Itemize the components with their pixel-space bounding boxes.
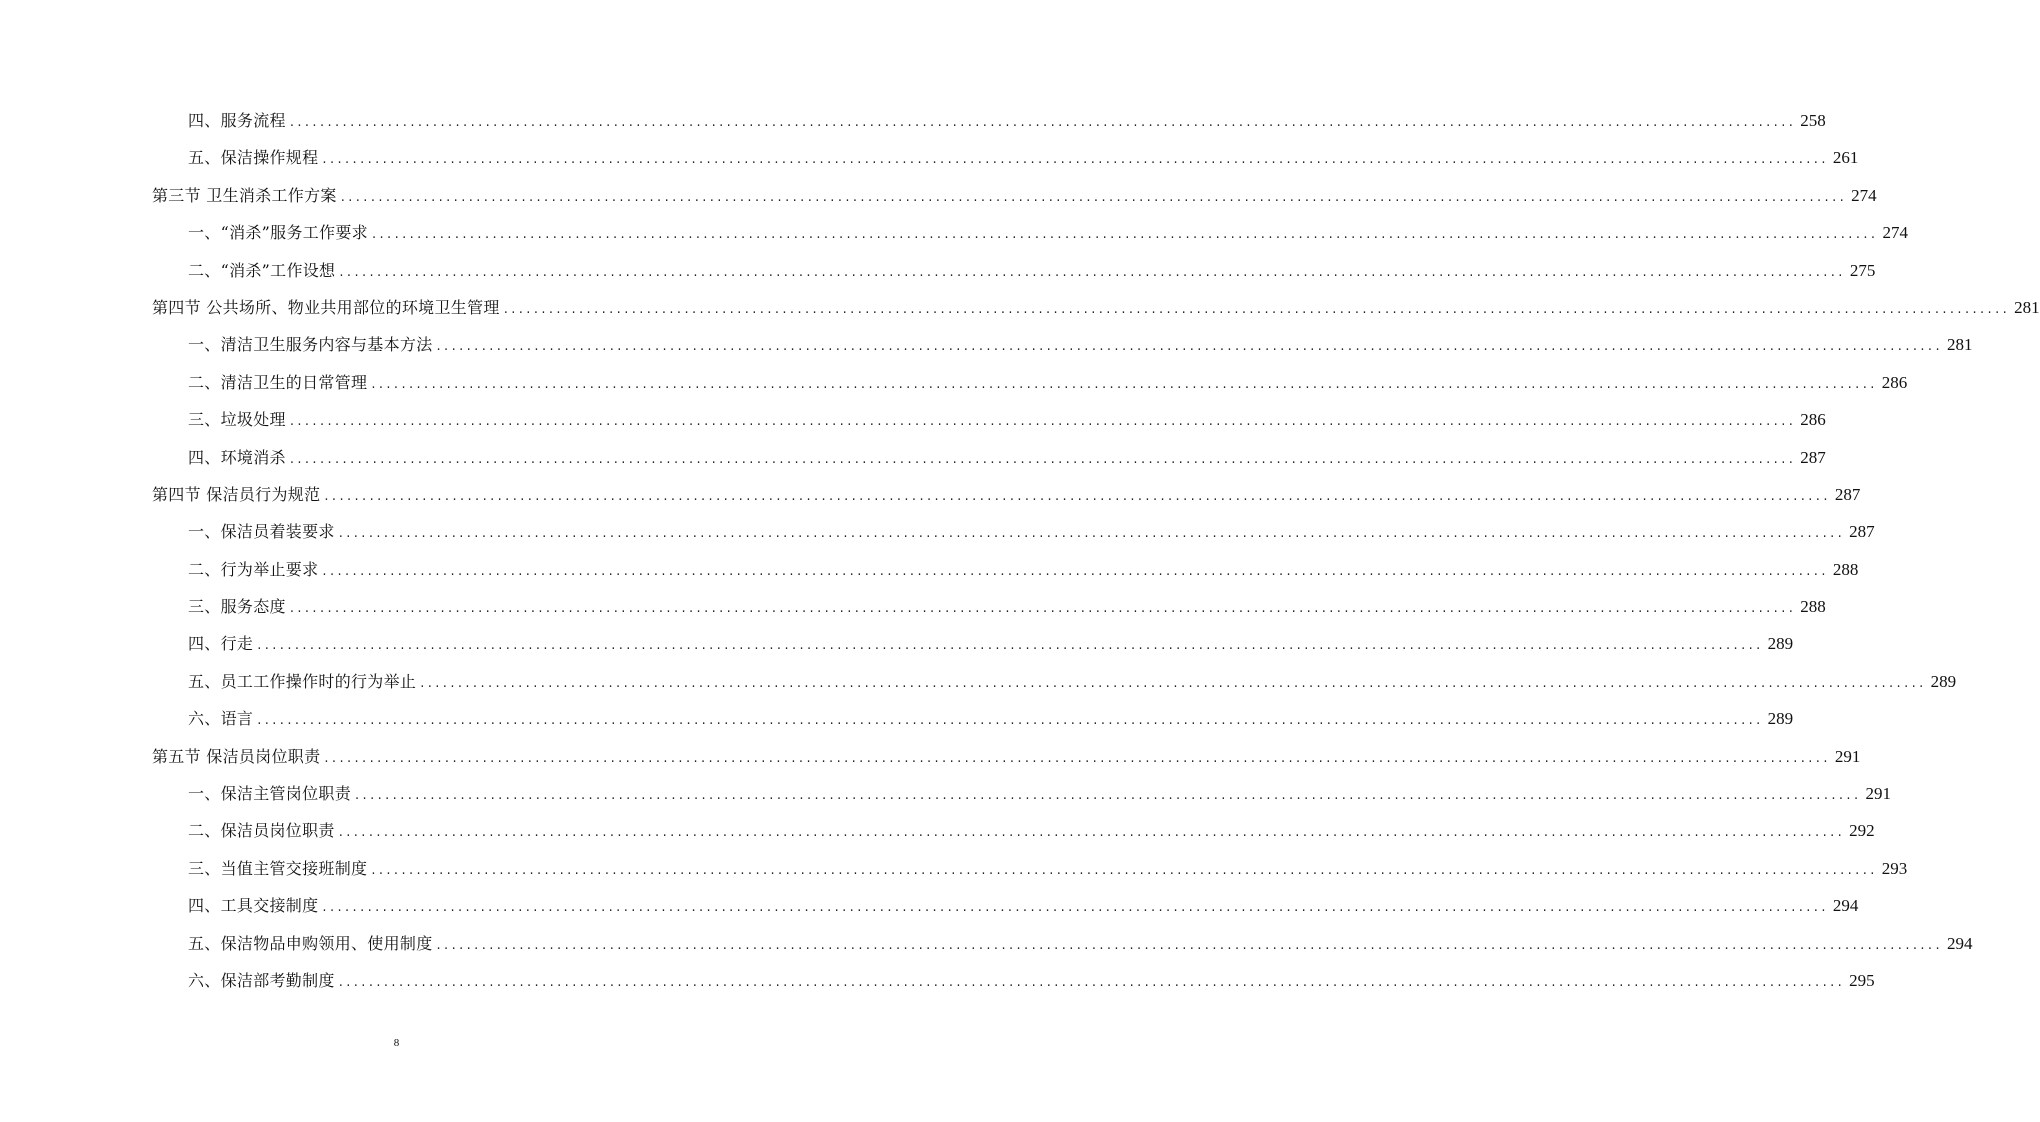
toc-dot-leader: ........................................................................................................................................................................................................ [338,825,1846,841]
toc-subsection-entry[interactable] [0,139,1859,176]
toc-entry-label: 一、保洁主管岗位职责 [188,784,352,804]
toc-entry-page-number: 261 [1832,148,1859,168]
toc-subsection-entry[interactable] [0,625,1794,662]
toc-entry-page-number: 287 [1834,484,1861,504]
toc-entry-label: 第四节 保洁员行为规范 [152,484,321,504]
toc-subsection-entry[interactable] [0,252,1876,289]
toc-subsection-entry[interactable] [0,850,1908,887]
toc-entry-page-number: 288 [1800,597,1826,617]
toc-dot-leader: ........................................................................................................................................................................................................ [355,788,1862,804]
toc-dot-leader: ........................................................................................................................................................................................................ [322,900,1829,916]
toc-entry-page-number: 274 [1882,223,1908,243]
toc-dot-leader: ........................................................................................................................................................................................................ [371,376,1878,392]
toc-entry-label: 四、环境消杀 [188,447,286,467]
toc-section-entry[interactable] [0,476,1861,513]
toc-entry-page-number: 294 [1832,896,1859,916]
toc-entry-page-number: 281 [1946,335,1973,355]
toc-entry-label: 二、清洁卫生的日常管理 [188,372,368,392]
toc-entry-page-number: 281 [2014,297,2040,317]
toc-subsection-entry[interactable] [0,962,1875,999]
toc-subsection-entry[interactable] [0,513,1875,550]
toc-dot-leader: ........................................................................................................................................................................................................ [289,414,1797,430]
toc-dot-leader: ........................................................................................................................................................................................................ [503,301,2011,317]
toc-entry-label: 五、保洁操作规程 [188,148,319,168]
toc-section-entry[interactable] [0,738,1861,775]
toc-dot-leader: ........................................................................................................................................................................................................ [338,526,1846,542]
toc-subsection-entry[interactable] [0,439,1826,476]
toc-entry-page-number: 293 [1881,858,1908,878]
toc-entry-page-number: 258 [1800,111,1826,130]
toc-entry-page-number: 289 [1767,634,1794,654]
toc-entry-label: 一、“消杀”服务工作要求 [188,223,368,243]
toc-entry-label: 二、保洁员岗位职责 [188,821,335,841]
toc-entry-label: 六、保洁部考勤制度 [188,970,335,990]
toc-entry-page-number: 289 [1767,709,1794,729]
toc-entry-page-number: 287 [1849,522,1875,542]
toc-dot-leader: ........................................................................................................................................................................................................ [289,451,1797,467]
toc-subsection-entry[interactable] [0,364,1908,401]
toc-dot-leader: ........................................................................................................................................................................................................ [289,601,1797,617]
toc-entry-label: 六、语言 [188,709,254,729]
toc-dot-leader: ........................................................................................................................................................................................................ [289,115,1797,130]
toc-subsection-entry[interactable] [0,102,1826,139]
toc-dot-leader: ........................................................................................................................................................................................................ [257,713,1764,729]
toc-dot-leader: ........................................................................................................................................................................................................ [436,339,1943,355]
toc-dot-leader: ........................................................................................................................................................................................................ [324,750,1831,766]
toc-entry-label: 二、“消杀”工作设想 [188,260,336,280]
table-of-contents [0,102,2040,999]
toc-subsection-entry[interactable] [0,214,1908,251]
toc-entry-label: 三、当值主管交接班制度 [188,858,368,878]
toc-entry-page-number: 274 [1851,185,1877,205]
toc-entry-label: 三、垃圾处理 [188,410,286,430]
toc-subsection-entry[interactable] [0,887,1859,924]
toc-dot-leader: ........................................................................................................................................................................................................ [324,488,1831,504]
toc-subsection-entry[interactable] [0,326,1973,363]
toc-entry-label: 四、服务流程 [188,111,286,130]
toc-entry-page-number: 292 [1849,821,1875,841]
toc-entry-page-number: 291 [1834,746,1861,766]
toc-entry-page-number: 295 [1849,970,1875,990]
toc-dot-leader: ........................................................................................................................................................................................................ [322,563,1829,579]
toc-subsection-entry[interactable] [0,551,1859,588]
page-number: 8 [393,1037,400,1049]
toc-entry-label: 四、工具交接制度 [188,896,319,916]
toc-dot-leader: ........................................................................................................................................................................................................ [338,974,1846,990]
toc-entry-label: 二、行为举止要求 [188,559,319,579]
toc-entry-page-number: 275 [1849,260,1876,280]
toc-entry-label: 三、服务态度 [188,597,286,617]
toc-entry-page-number: 286 [1881,372,1908,392]
toc-subsection-entry[interactable] [0,588,1826,625]
toc-dot-leader: ........................................................................................................................................................................................................ [339,264,1846,280]
toc-entry-page-number: 286 [1800,410,1826,430]
toc-entry-label: 五、员工工作操作时的行为举止 [188,671,417,691]
toc-entry-page-number: 289 [1930,671,1957,691]
toc-entry-label: 第四节 公共场所、物业共用部位的环境卫生管理 [152,297,500,317]
toc-entry-label: 五、保洁物品申购领用、使用制度 [188,933,433,953]
toc-dot-leader: ........................................................................................................................................................................................................ [257,638,1764,654]
toc-entry-label: 第五节 保洁员岗位职责 [152,746,321,766]
toc-dot-leader: ........................................................................................................................................................................................................ [371,227,1879,243]
toc-entry-page-number: 287 [1800,447,1826,467]
toc-entry-label: 第三节 卫生消杀工作方案 [152,185,337,205]
toc-dot-leader: ........................................................................................................................................................................................................ [436,937,1943,953]
toc-subsection-entry[interactable] [0,663,1957,700]
toc-dot-leader: ........................................................................................................................................................................................................ [340,189,1848,205]
toc-section-entry[interactable] [0,289,2040,326]
toc-subsection-entry[interactable] [0,401,1826,438]
toc-entry-label: 一、保洁员着装要求 [188,522,335,542]
toc-dot-leader: ........................................................................................................................................................................................................ [420,675,1927,691]
toc-subsection-entry[interactable] [0,925,1973,962]
toc-dot-leader: ........................................................................................................................................................................................................ [371,862,1878,878]
toc-subsection-entry[interactable] [0,812,1875,849]
toc-entry-page-number: 288 [1832,559,1859,579]
toc-subsection-entry[interactable] [0,775,1891,812]
toc-entry-page-number: 294 [1946,933,1973,953]
toc-entry-label: 四、行走 [188,634,254,654]
toc-dot-leader: ........................................................................................................................................................................................................ [322,152,1829,168]
toc-entry-page-number: 291 [1865,784,1891,804]
toc-section-entry[interactable] [0,177,1877,214]
toc-entry-label: 一、清洁卫生服务内容与基本方法 [188,335,433,355]
toc-subsection-entry[interactable] [0,700,1794,737]
